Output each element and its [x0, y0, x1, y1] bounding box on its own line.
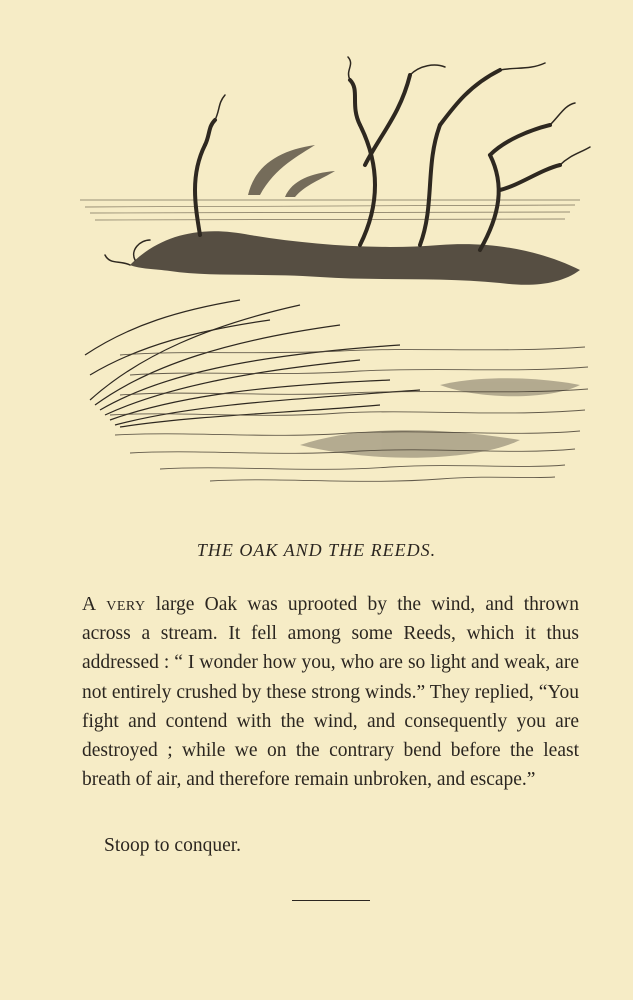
fable-lead-word: A very [82, 594, 146, 615]
fable-moral: Stoop to conquer. [104, 835, 242, 856]
fable-text [82, 590, 579, 794]
oak-and-reeds-engraving [60, 55, 600, 490]
closing-rule [292, 900, 370, 901]
fable-title: THE OAK AND THE REEDS. [196, 540, 437, 560]
fable-body: large Oak was uprooted by the wind, and thrown across a stream. It fell among some Reeds, which it thus addressed : “ I wonder how you, who are so light and weak, are not entirely crushed by these strong winds.” They replied, “You fight and contend with the wind, and consequently you are destroyed ; while we on the contrary bend before the least breath of air, and therefore remain unbroken, and escape.” [82, 594, 579, 791]
